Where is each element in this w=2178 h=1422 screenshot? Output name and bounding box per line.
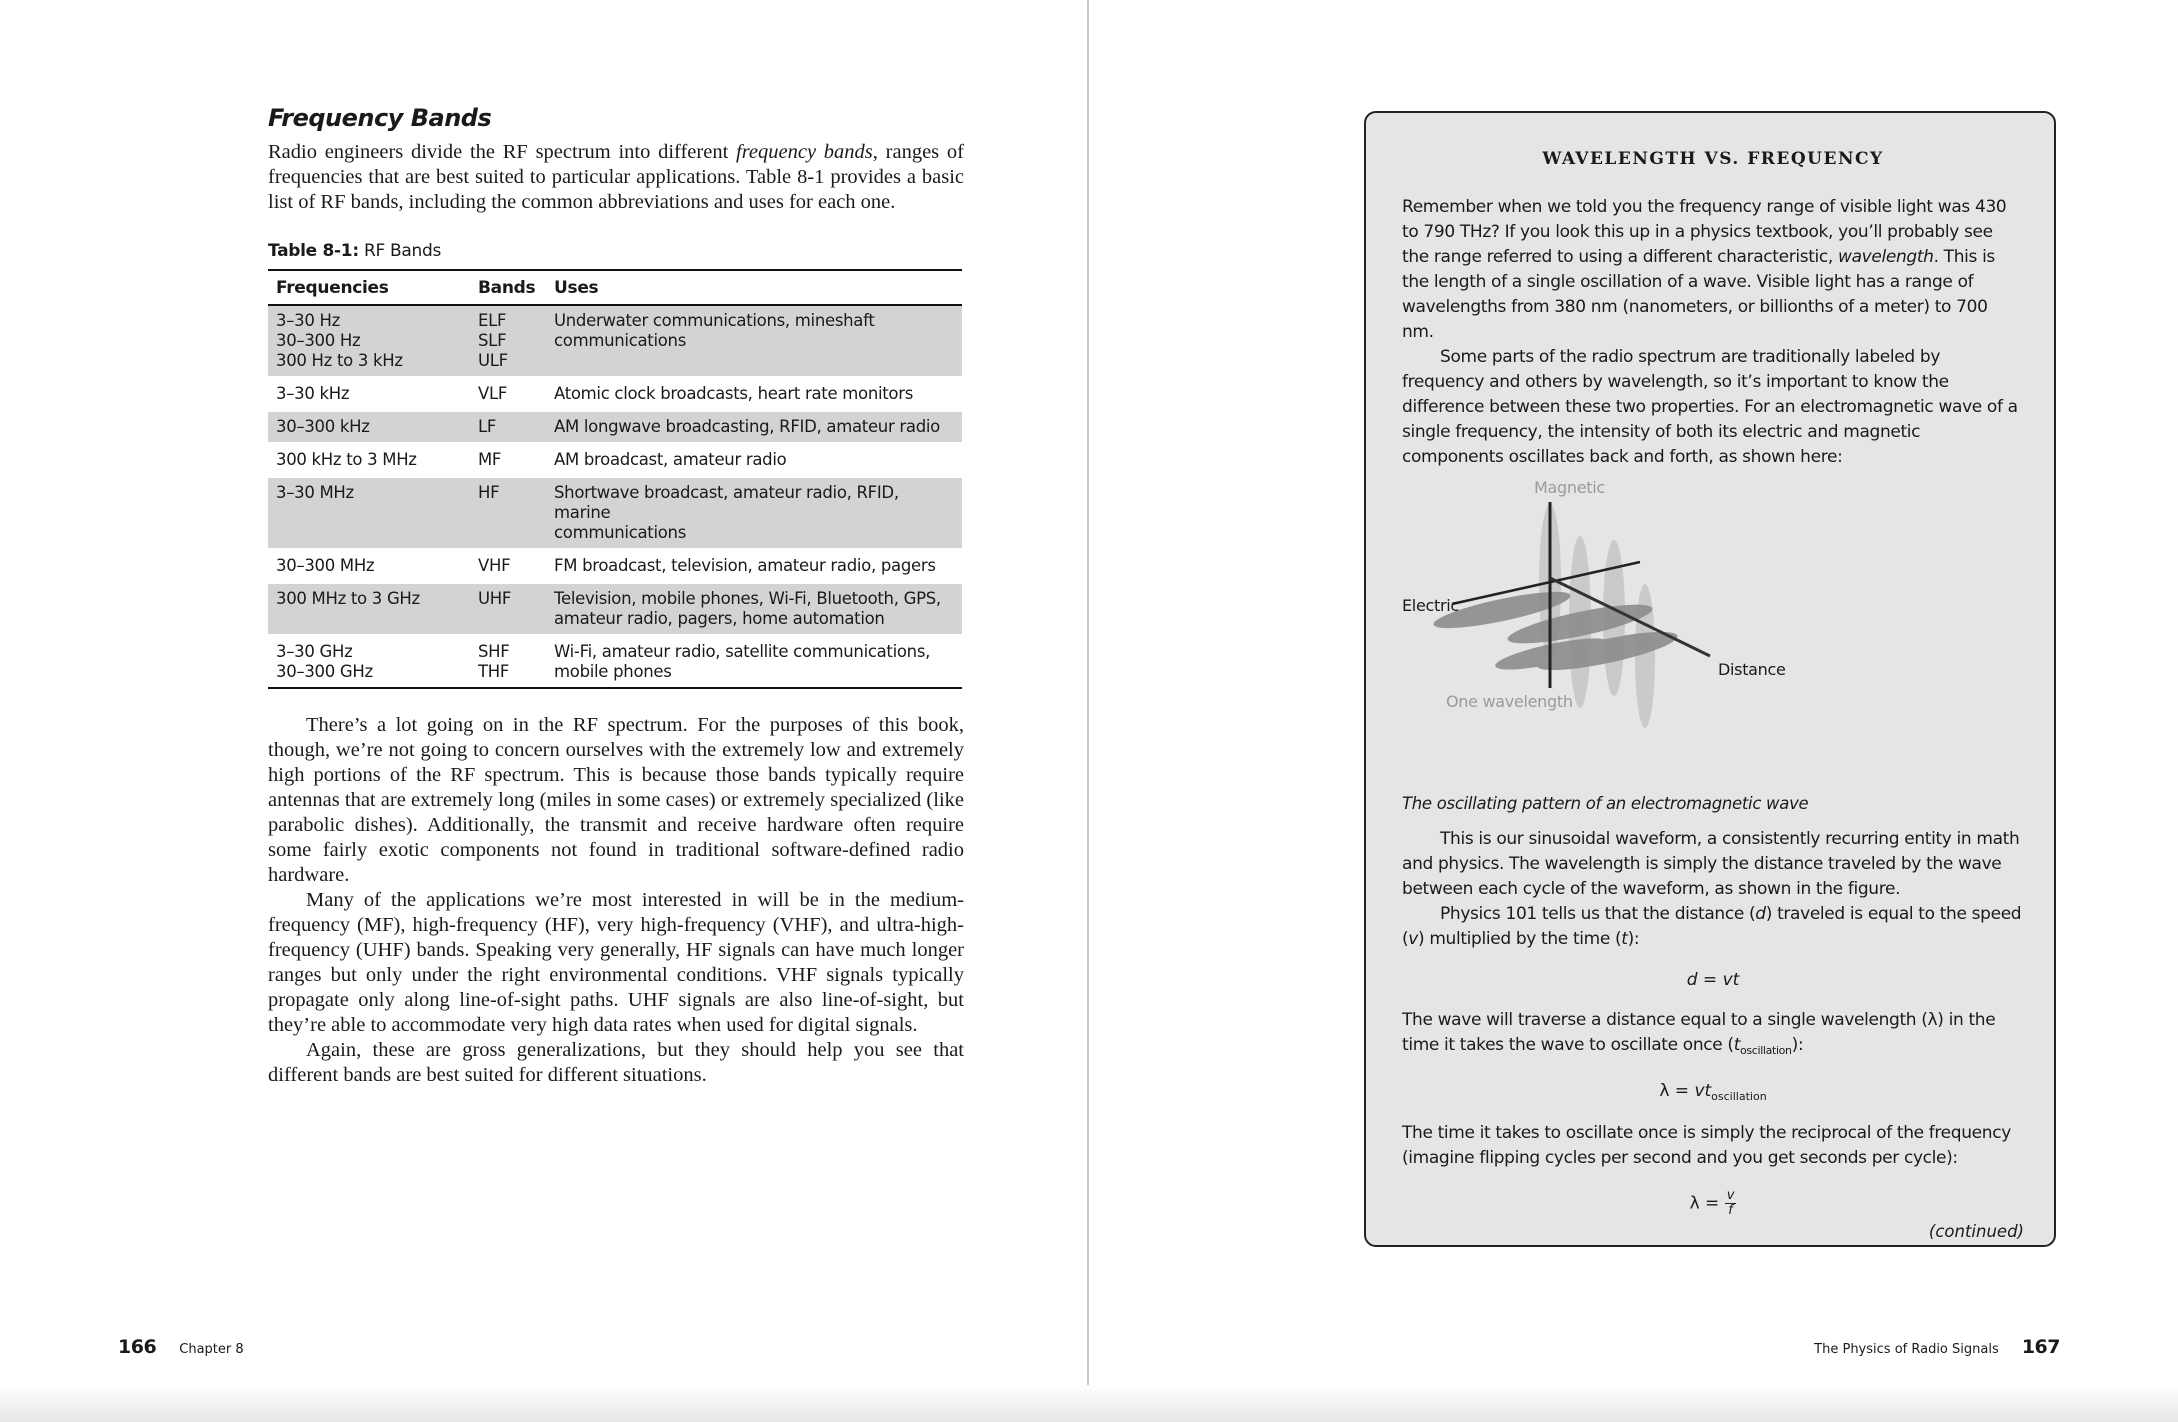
cell-uses: FM broadcast, television, amateur radio, pagers — [546, 550, 962, 583]
fraction: $\frac{v}{f}$ — [1726, 1188, 1735, 1218]
table-row — [268, 378, 962, 411]
table-row — [268, 305, 962, 378]
sidebar-paragraph-sinusoidal: This is our sinusoidal waveform, a consistently recurring entity in math and physics. The wavelength is simply the distance traveled by the wave between each cycle of the waveform, as shown in the figure. — [1402, 829, 2020, 899]
sidebar-content — [1402, 149, 2024, 1236]
cell-uses: AM broadcast, amateur radio — [546, 444, 962, 477]
cell-band: MF — [470, 444, 546, 477]
cell-frequency: 300 MHz to 3 GHz — [268, 583, 470, 636]
right-footer — [1796, 1336, 2060, 1358]
cell-frequency: 3–30 GHz 30–300 GHz — [268, 636, 470, 689]
paragraph-applications: Many of the applications we’re most interested in will be in the medium-frequency (MF), high-frequency (HF), very high-frequency (VHF), and ultra-high-frequency (UHF) bands. Speaking very generally, HF signals can have much longer ranges but only under the right environmental conditions. VHF signals typically propagate only along line-of-sight paths. UHF signals are also line-of-sight, but they’re able to accommodate very high data rates when used for digital signals. — [268, 889, 964, 1036]
page-number-left: 166 — [118, 1336, 157, 1358]
one-wavelength-label: One wavelength — [1446, 692, 1573, 711]
table-body — [268, 305, 962, 688]
cell-uses: Underwater communications, mineshaft communications — [546, 305, 962, 378]
page-gutter — [1087, 0, 1089, 1422]
bottom-shadow — [0, 1385, 2178, 1422]
table-row — [268, 636, 962, 689]
header-uses: Uses — [546, 270, 962, 305]
paragraph-rf-spectrum: There’s a lot going on in the RF spectrum. For the purposes of this book, though, we’re not going to concern ourselves with the extremely low and extremely high portions of the RF spectrum. This is because those bands typically require antennas that are extremely long (miles in some cases) or extremely specialized (like parabolic dishes). Additionally, the transmit and receive hardware often require some fairly exotic components not found in traditional software-defined radio hardware. — [268, 714, 964, 886]
cell-frequency: 3–30 kHz — [268, 378, 470, 411]
table-caption: Table 8-1: RF Bands — [268, 241, 442, 261]
em-wave-diagram — [1402, 476, 2024, 776]
header-bands: Bands — [470, 270, 546, 305]
cell-band: VHF — [470, 550, 546, 583]
left-page-content — [268, 104, 964, 1088]
cell-frequency: 30–300 kHz — [268, 411, 470, 444]
cell-frequency: 300 kHz to 3 MHz — [268, 444, 470, 477]
section-title: Frequency Bands — [268, 104, 492, 132]
em-wave-figure — [1402, 476, 2024, 776]
table-header-row — [268, 270, 962, 305]
page-number-right: 167 — [2021, 1336, 2060, 1358]
cell-uses: Shortwave broadcast, amateur radio, RFID, marine communications — [546, 477, 962, 550]
magnetic-label: Magnetic — [1534, 478, 1605, 497]
table-row — [268, 477, 962, 550]
formula-lambda-v-over-f: λ = $\frac{v}{f}$ — [1689, 1188, 1735, 1218]
sidebar-paragraph-reciprocal: The time it takes to oscillate once is simply the reciprocal of the frequency (imagine flipping cycles per second and you get seconds per cycle): — [1402, 1123, 2011, 1168]
sidebar-paragraph-radio-spectrum: Some parts of the radio spectrum are traditionally labeled by frequency and others by wavelength, so it’s important to know the difference between these two properties. For an electromagnetic wave of a single frequency, the intensity of both its electric and magnetic components oscillates back and forth, as shown here: — [1402, 347, 2018, 467]
chapter-label: Chapter 8 — [179, 1342, 244, 1357]
body-after-table — [268, 713, 964, 1088]
rf-bands-table — [268, 269, 962, 689]
figure-caption: The oscillating pattern of an electromagnetic wave — [1402, 794, 1809, 813]
sidebar-paragraph-visible-light: Remember when we told you the frequency range of visible light was 430 to 790 THz? If you look this up in a physics textbook, you’ll probably see the range referred to using a different characteristic, wavelength. This is the length of a single oscillation of a wave. Visible light has a range of wavelengths from 380 nm (nanometers, or billionths of a meter) to 700 nm. — [1402, 197, 2007, 342]
cell-frequency: 30–300 MHz — [268, 550, 470, 583]
table-row — [268, 444, 962, 477]
electric-label: Electric — [1402, 596, 1459, 615]
table-row — [268, 411, 962, 444]
cell-uses: Atomic clock broadcasts, heart rate monitors — [546, 378, 962, 411]
intro-paragraph: Radio engineers divide the RF spectrum into different frequency bands, ranges of frequencies that are best suited to particular applications. Table 8-1 provides a basic list of RF bands, including the common abbreviations and uses for each one. — [268, 141, 964, 213]
table-row — [268, 550, 962, 583]
cell-frequency: 3–30 MHz — [268, 477, 470, 550]
sidebar-title: WAVELENGTH VS. FREQUENCY — [1542, 149, 1884, 169]
running-head: The Physics of Radio Signals — [1814, 1342, 1999, 1357]
sidebar-paragraph-physics: Physics 101 tells us that the distance (d) traveled is equal to the speed (v) multiplied by the time (t): — [1402, 904, 2022, 949]
distance-label: Distance — [1718, 660, 1786, 679]
cell-band: HF — [470, 477, 546, 550]
continued-label: (continued) — [1928, 1222, 2024, 1241]
cell-band: VLF — [470, 378, 546, 411]
cell-uses: Television, mobile phones, Wi-Fi, Bluetooth, GPS, amateur radio, pagers, home automation — [546, 583, 962, 636]
cell-band: SHF THF — [470, 636, 546, 689]
paragraph-generalizations: Again, these are gross generalizations, but they should help you see that different bands are best suited for different situations. — [268, 1039, 964, 1086]
sidebar-box — [1364, 111, 2056, 1247]
cell-band: ELF SLF ULF — [470, 305, 546, 378]
cell-band: UHF — [470, 583, 546, 636]
left-footer — [118, 1336, 262, 1358]
formula-distance: d = vt — [1686, 970, 1740, 990]
table-row — [268, 583, 962, 636]
cell-uses: Wi-Fi, amateur radio, satellite communications, mobile phones — [546, 636, 962, 689]
cell-frequency: 3–30 Hz 30–300 Hz 300 Hz to 3 kHz — [268, 305, 470, 378]
sidebar-paragraph-wavelength-time: The wave will traverse a distance equal to a single wavelength (λ) in the time it takes the wave to oscillate once $(t_{oscillation})$: — [1402, 1010, 1996, 1057]
header-frequencies: Frequencies — [268, 270, 470, 305]
formula-lambda-vt: $\lambda = vt_{oscillation}$ — [1659, 1081, 1767, 1103]
cell-band: LF — [470, 411, 546, 444]
cell-uses: AM longwave broadcasting, RFID, amateur radio — [546, 411, 962, 444]
